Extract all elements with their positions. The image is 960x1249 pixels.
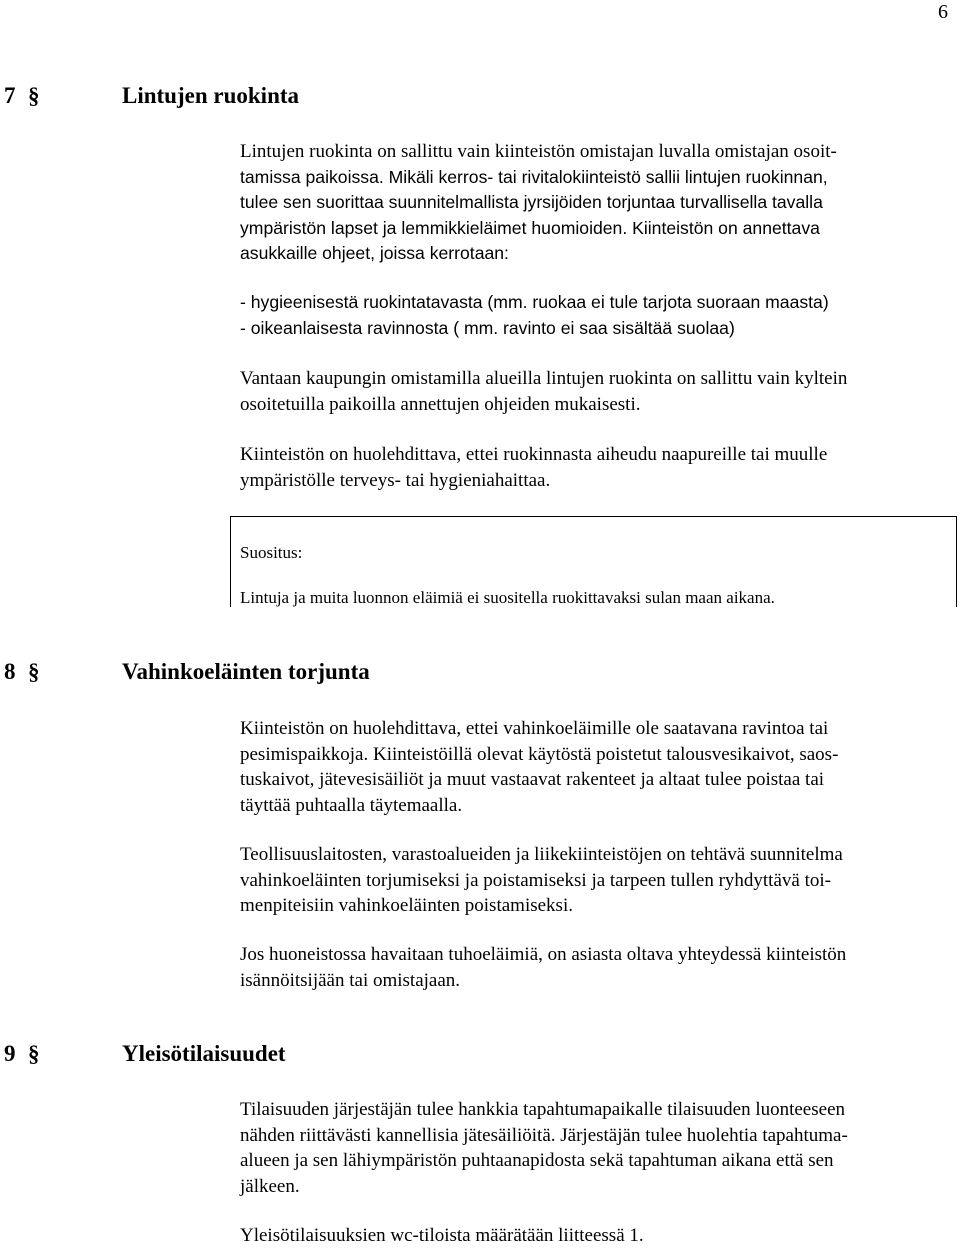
paragraph-line: Kiinteistön on huolehdittava, ettei ruokinnasta aiheudu naapureille tai muulle: [240, 444, 828, 465]
paragraph: [240, 442, 827, 493]
paragraph: [240, 942, 846, 993]
paragraph: [240, 1223, 644, 1249]
paragraph-line: nähden riittävästi kannellisia jätesäiliöitä. Järjestäjän tulee huolehtia tapahtuma-: [240, 1124, 848, 1146]
paragraph: [240, 139, 837, 267]
paragraph-line: Vantaan kaupungin omistamilla alueilla lintujen ruokinta on sallittu vain kyltein: [240, 368, 848, 389]
paragraph-line: asukkaille ohjeet, joissa kerrotaan:: [240, 243, 509, 263]
section-symbol: §: [28, 1041, 40, 1066]
section-number: 9: [4, 1041, 16, 1066]
paragraph: [240, 842, 843, 919]
section-symbol: §: [28, 659, 40, 684]
paragraph-line: alueen ja sen lähiympäristön puhtaanapidosta sekä tapahtuman aikana että sen: [240, 1150, 834, 1171]
paragraph-line: tamissa paikoissa. Mikäli kerros- tai rivitalokiinteistö sallii lintujen ruokinnan,: [240, 166, 828, 187]
section-number: 7: [4, 83, 16, 108]
paragraph-line: Jos huoneistossa havaitaan tuhoeläimiä, on asiasta oltava yhteydessä kiinteistön: [240, 944, 847, 965]
paragraph-line: isännöitsijään tai omistajaan.: [240, 969, 461, 991]
paragraph-line: osoitetuilla paikoilla annettujen ohjeiden mukaisesti.: [240, 393, 641, 415]
section-heading-8: [4, 658, 370, 686]
paragraph: [240, 1097, 848, 1199]
section-number: 8: [4, 659, 16, 684]
page-number: 6: [938, 1, 948, 23]
paragraph-line: pesimispaikkoja. Kiinteistöillä olevat käytöstä poistetut talousvesikaivot, saos-: [240, 743, 839, 765]
paragraph-line: ympäristön lapset ja lemmikkieläimet huomioiden. Kiinteistön on annettava: [240, 217, 820, 238]
paragraph-line: täyttää puhtaalla täytemaalla.: [240, 794, 463, 816]
paragraph: [240, 716, 838, 818]
section-title: Yleisötilaisuudet: [122, 1041, 286, 1066]
paragraph-line: vahinkoeläinten torjumiseksi ja poistamiseksi ja tarpeen tullen ryhdyttävä toi-: [240, 869, 831, 891]
paragraph-line: Yleisötilaisuuksien wc-tiloista määrätään liitteessä 1.: [240, 1225, 644, 1246]
paragraph-line: jälkeen.: [240, 1175, 300, 1197]
section-symbol: §: [28, 83, 40, 108]
paragraph: [240, 290, 829, 341]
paragraph-line: Lintujen ruokinta on sallittu vain kiinteistön omistajan luvalla omistajan osoit-: [240, 141, 837, 162]
paragraph-line: tuskaivot, jätevesisäiliöt ja muut vastaavat rakenteet ja altaat tulee poistaa tai: [240, 769, 825, 790]
paragraph-line: Teollisuuslaitosten, varastoalueiden ja liikekiinteistöjen on tehtävä suunnitelma: [240, 844, 843, 865]
section-title: Vahinkoeläinten torjunta: [122, 659, 370, 684]
paragraph-line: - oikeanlaisesta ravinnosta ( mm. ravinto ei saa sisältää suolaa): [240, 317, 735, 338]
paragraph-line: - hygieenisestä ruokintatavasta (mm. ruokaa ei tule tarjota suoraan maasta): [240, 292, 829, 312]
paragraph-line: Tilaisuuden järjestäjän tulee hankkia tapahtumapaikalle tilaisuuden luonteeseen: [240, 1099, 846, 1120]
recommendation-label: Suositus:: [240, 543, 303, 562]
recommendation-text: Lintuja ja muita luonnon eläimiä ei suositella ruokittavaksi sulan maan aikana.: [240, 588, 775, 607]
paragraph-line: ympäristölle terveys- tai hygieniahaittaa.: [240, 469, 551, 491]
section-title: Lintujen ruokinta: [122, 83, 300, 108]
section-heading-9: [4, 1040, 286, 1068]
section-heading-7: [4, 82, 299, 110]
paragraph: [240, 366, 847, 417]
paragraph-line: tulee sen suorittaa suunnitelmallista jyrsijöiden torjuntaa turvallisella tavalla: [240, 192, 823, 212]
paragraph-line: menpiteisiin vahinkoeläinten poistamiseksi.: [240, 895, 573, 916]
paragraph-line: Kiinteistön on huolehdittava, ettei vahinkoeläimille ole saatavana ravintoa tai: [240, 718, 829, 739]
